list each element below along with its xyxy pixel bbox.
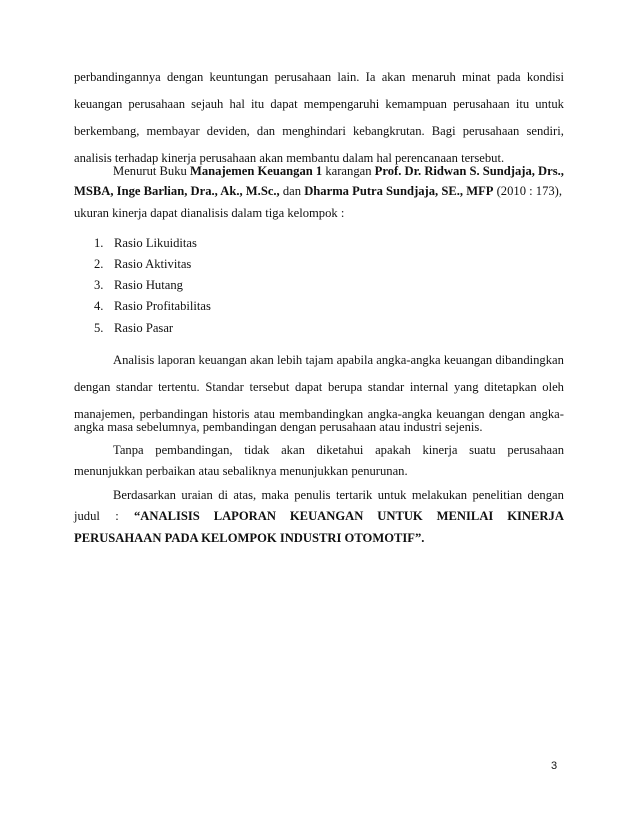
word: menghindari: [282, 124, 346, 138]
paragraph5-line3: PERUSAHAAN PADA KELOMPOK INDUSTRI OTOMOTIF”.: [74, 531, 425, 545]
word: itu: [515, 97, 530, 111]
word: kemampuan: [385, 97, 447, 111]
word: kondisi: [526, 70, 564, 84]
word: Analisis: [113, 353, 155, 367]
word: tajam: [305, 353, 334, 367]
word: angka-angka: [376, 353, 441, 367]
word: manajemen,: [74, 407, 136, 421]
word: dengan: [527, 488, 564, 502]
word: apakah: [375, 443, 411, 457]
word: perusahaan: [507, 443, 564, 457]
list-item: 3. Rasio Hutang: [94, 278, 183, 292]
word: pembandingan,: [155, 443, 233, 457]
word: akan: [381, 70, 406, 84]
paragraph2-line2: MSBA, Inge Barlian, Dra., Ak., M.Sc., dan Dharma Putra Sundjaja, SE., MFP (2010 : 173),: [74, 184, 563, 198]
word: historis: [212, 407, 250, 421]
word: KINERJA: [507, 509, 564, 523]
word: Tanpa: [113, 443, 144, 457]
word: hal: [229, 97, 245, 111]
word: menaruh: [411, 70, 456, 84]
word: sejauh: [191, 97, 224, 111]
paragraph4-line1: [113, 442, 564, 458]
word: dapat: [270, 97, 298, 111]
word: dengan: [74, 380, 111, 394]
word: perbandingannya: [74, 70, 161, 84]
word: perbandingan: [139, 407, 209, 421]
word: yang: [454, 380, 479, 394]
word: UNTUK: [377, 509, 423, 523]
word: tidak: [244, 443, 270, 457]
word: dan: [256, 124, 276, 138]
word: berupa: [327, 380, 363, 394]
word: suatu: [469, 443, 496, 457]
list-item: 4. Rasio Profitabilitas: [94, 299, 211, 313]
paragraph3-line4: angka masa sebelumnya, pembandingan dengan perusahaan atau industri sejenis.: [74, 420, 483, 434]
word: pada: [496, 70, 521, 84]
word: “ANALISIS: [133, 509, 200, 523]
word: tersebut: [249, 380, 290, 394]
word: untuk: [535, 97, 564, 111]
word: dapat: [295, 380, 323, 394]
list-item: 1. Rasio Likuiditas: [94, 236, 197, 250]
word: berkembang,: [74, 124, 140, 138]
word: atas,: [233, 488, 257, 502]
word: angka-: [529, 407, 564, 421]
word: atau: [253, 407, 275, 421]
word: dibandingkan: [495, 353, 564, 367]
word: keuntungan: [209, 70, 269, 84]
word: uraian: [181, 488, 213, 502]
word: internal: [409, 380, 449, 394]
word: perusahaan: [274, 70, 332, 84]
word: di: [218, 488, 228, 502]
word: membandingkan: [279, 407, 364, 421]
paragraph3-line2: [74, 379, 564, 395]
word: untuk: [377, 488, 407, 502]
word: MENILAI: [436, 509, 494, 523]
word: tertentu.: [158, 380, 200, 394]
word: sendiri,: [526, 124, 564, 138]
word: diketahui: [316, 443, 364, 457]
word: mempengaruhi: [303, 97, 380, 111]
paragraph1-line4: analisis terhadap kinerja perusahaan akan membantu dalam hal perencanaan tersebut.: [74, 151, 505, 165]
paragraph2-line1: Menurut Buku Manajemen Keuangan 1 karangan Prof. Dr. Ridwan S. Sundjaja, Drs.,: [113, 164, 564, 178]
word: keuangan: [74, 97, 123, 111]
word: dengan: [166, 70, 204, 84]
word: tertarik: [335, 488, 373, 502]
word: perusahaan: [462, 124, 520, 138]
word: itu: [250, 97, 265, 111]
paragraph1-line2: [74, 96, 564, 112]
paragraph2-line3: ukuran kinerja dapat dianalisis dalam tiga kelompok :: [74, 206, 345, 220]
paragraph3-line1: [113, 352, 564, 368]
word: melakukan: [411, 488, 468, 502]
word: lain.: [337, 70, 360, 84]
page-number: 3: [551, 760, 558, 772]
word: penulis: [294, 488, 331, 502]
word: dengan: [488, 407, 526, 421]
paragraph5-line2: judul : “ANALISIS LAPORAN KEUANGAN UNTUK MENILAI KINERJA: [74, 509, 564, 523]
word: apabila: [336, 353, 374, 367]
paragraph1-line3: [74, 123, 564, 139]
word: standar: [116, 380, 153, 394]
word: membayar: [146, 124, 200, 138]
word: kinerja: [422, 443, 458, 457]
word: oleh: [542, 380, 564, 394]
word: keuangan: [443, 353, 493, 367]
word: deviden,: [206, 124, 250, 138]
word: keuangan: [198, 353, 247, 367]
word: KEUANGAN: [289, 509, 364, 523]
list-item: 2. Rasio Aktivitas: [94, 257, 192, 271]
word: angka-angka: [367, 407, 432, 421]
word: maka: [261, 488, 289, 502]
word: kebangkrutan.: [352, 124, 425, 138]
word: standar: [367, 380, 405, 394]
paragraph1-line1: [74, 69, 564, 85]
word: Bagi: [431, 124, 456, 138]
word: keuangan: [436, 407, 485, 421]
word: laporan: [157, 353, 196, 367]
paragraph5-line1: [113, 487, 564, 503]
list-item: 5. Rasio Pasar: [94, 321, 174, 335]
word: perusahaan: [128, 97, 186, 111]
word: ditetapkan: [484, 380, 537, 394]
word: lebih: [277, 353, 303, 367]
word: Berdasarkan: [113, 488, 176, 502]
paragraph4-line2: menunjukkan perbaikan atau sebaliknya menunjukkan penurunan.: [74, 464, 408, 478]
paragraph5-title-part1: [134, 508, 564, 524]
word: akan: [281, 443, 305, 457]
word: perusahaan: [453, 97, 510, 111]
word: Ia: [365, 70, 376, 84]
word: Standar: [205, 380, 244, 394]
word: minat: [461, 70, 491, 84]
word: LAPORAN: [213, 509, 276, 523]
word: penelitian: [472, 488, 523, 502]
word: akan: [250, 353, 274, 367]
